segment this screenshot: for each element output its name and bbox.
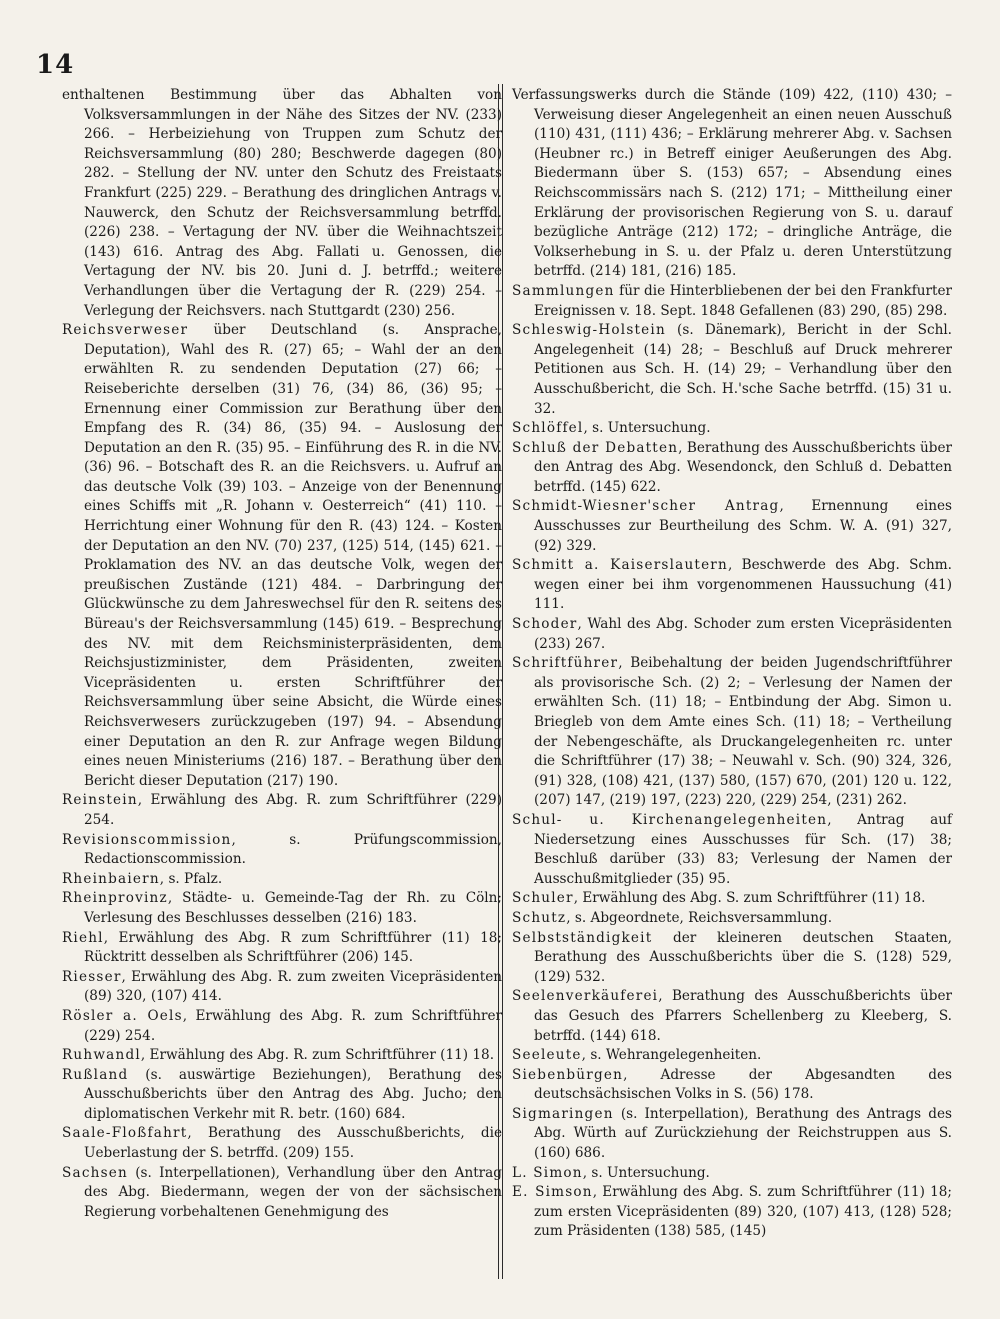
left-column [62,86,502,1222]
entry-headword: Schoder [512,616,578,633]
entry-headword: Reichsverweser [62,322,189,339]
entry-text: (s. Interpellationen), Verhandlung über den Antrag des Abg. Biedermann, wegen der von der sächsischen Regierung vorbehaltenen Genehmigung des [84,1164,502,1220]
entry-headword: Schriftführer [512,655,619,672]
entry-headword: Seeleute [512,1047,582,1064]
entry-text: (s. auswärtige Beziehungen), Berathung des Ausschußberichts über den Antrag des Abg. Jucho; den diplomatischen Verkehr mit R. betr. (160) 684. [84,1066,502,1122]
index-entry [512,909,952,929]
entry-headword: Schmitt a. Kaiserslautern [512,557,728,574]
index-entry [512,439,952,498]
entry-text: , Erwählung des Abg. R. zum Schriftführer (229) 254. [84,1007,502,1044]
entry-text: , Berathung des Ausschußberichts über das Gesuch des Pfarrers Schellenberg zu Kleeberg, S. betrffd. (144) 618. [534,988,952,1044]
entry-headword: Sigmaringen [512,1105,614,1122]
entry-text: , s. Untersuchung. [582,1164,710,1181]
index-entry [512,929,952,988]
entry-text: , Wahl des Abg. Schoder zum ersten Vicepräsidenten (233) 267. [534,616,952,652]
index-entry [62,870,502,890]
index-entry [512,889,952,909]
entry-headword: Sachsen [62,1164,128,1181]
entry-headword: Saale-Floßfahrt [62,1125,188,1142]
index-entry [512,1066,952,1105]
index-entry [512,282,952,321]
entry-text: (s. Interpellation), Berathung des Antrags des Abg. Würth auf Zurückziehung der Reichstruppen aus S. (160) 686. [534,1105,952,1162]
right-column [512,86,952,1242]
page-number: 14 [36,50,75,80]
entry-text: , s. Pfalz. [159,870,223,887]
entry-headword: Sammlungen [512,282,615,299]
entry-headword: Rösler a. Oels [62,1007,183,1024]
index-entry [512,1164,952,1184]
entry-text: , Adresse der Abgesandten des deutschsächsischen Volks in S. (56) 178. [534,1066,952,1103]
index-entry [512,321,952,419]
entry-text: , Erwählung des Abg. R zum Schriftführer (11) 18; Rücktritt desselben als Schriftführer (206) 145. [84,929,502,966]
entry-text: (s. Dänemark), Bericht in der Schl. Angelegenheit (14) 28; – Beschluß auf Druck mehrerer Petitionen aus Sch. H. (14) 29; – Verhandlung über den Ausschußbericht, die Sch. H.'sche Sache betrffd. (15) 31 u. 32. [534,322,952,417]
index-entry [512,1105,952,1164]
index-entry [62,1124,502,1163]
index-entry [512,419,952,439]
entry-headword: Schleswig-Holstein [512,322,666,339]
entry-headword: Schmidt-Wiesner'scher Antrag [512,498,780,515]
entry-headword: Reinstein [62,792,138,809]
index-entry [62,1066,502,1125]
index-entry [512,811,952,889]
index-entry [62,86,502,321]
index-entry [62,1007,502,1046]
entry-headword: Selbstständigkeit [512,929,653,946]
entry-headword: Schul- u. Kirchenangelegenheiten [512,811,828,828]
entry-text: enthaltenen Bestimmung über das Abhalten von Volksversammlungen in der Nähe des Sitzes der NV. (233) 266. – Herbeiziehung von Truppen zum Schutz der Reichsversammlung (80) 280; Beschwerde dagegen (80) 282. – Stellung der NV. unter den Schutz des Freistaats Frankfurt (225) 229. – Berathung des dringlichen Antrags v. Nauwerck, den Schutz der Reichsversammlung betrffd. (226) 238. – Vertagung der NV. über die Weihnachtszeit (143) 616. Antrag des Abg. Fallati u. Genossen, die Vertagung der NV. bis 20. Juni d. J. betrffd.; weitere Verhandlungen über die Vertagung der R. (229) 254. – Verlegung der Reichsvers. nach Stuttgardt (230) 256. [62,87,502,319]
entry-text: , Berathung des Ausschußberichts, die Ueberlastung der S. betrffd. (209) 155. [84,1125,502,1162]
entry-headword: Schuler [512,890,574,907]
entry-headword: Schlöffel [512,420,584,437]
index-entry [512,615,952,654]
entry-text: , Erwählung des Abg. R. zum zweiten Vicepräsidenten (89) 320, (107) 414. [84,968,502,1005]
entry-headword: Riesser [62,968,122,985]
entry-headword: Siebenbürgen [512,1066,624,1083]
index-entry [512,497,952,556]
entry-headword: Ruhwandl [62,1047,141,1064]
entry-headword: Riehl [62,929,104,946]
entry-text: , Erwählung des Abg. S. zum Schriftführer (11) 18; zum ersten Vicepräsidenten (89) 320, (107) 413, (128) 528; zum Präsidenten (138) 585, (145) [534,1184,952,1240]
entry-headword: Rheinprovinz [62,890,168,907]
index-entry [512,1183,952,1242]
index-entry [62,791,502,830]
index-entry [62,889,502,928]
entry-text: , s. Prüfungscommission, Redactionscommission. [84,831,502,868]
entry-text: , Erwählung des Abg. R. zum Schriftführer (11) 18. [140,1047,495,1064]
entry-text: , s. Wehrangelegenheiten. [581,1047,762,1064]
entry-text: , s. Abgeordnete, Reichsversammlung. [566,909,833,926]
entry-text: , Beibehaltung der beiden Jugendschriftführer als provisorische Sch. (2) 2; – Verlesung der Namen der erwählten Sch. (11) 18; – Entbindung der Abg. Simon u. Briegleb von dem Amte eines Sch. (11) 18; – Vertheilung der Nebengeschäfte, als Druckangelegenheiten rc. unter die Schriftführer (17) 38; – Neuwahl v. Sch. (90) 324, 326, (91) 328, (108) 421, (137) 580, (157) 670, (201) 120 u. 122, (207) 147, (219) 197, (223) 220, (229) 254, (231) 262. [534,655,952,809]
entry-headword: Rußland [62,1066,129,1083]
entry-text: , Beschwerde des Abg. Schm. wegen einer bei ihm vorgenommenen Haussuchung (41) 111. [534,557,952,613]
index-entry [62,968,502,1007]
index-entry [62,929,502,968]
index-entry [512,987,952,1046]
index-entry [62,1046,502,1066]
entry-text: , Erwählung des Abg. R. zum Schriftführer (229) 254. [84,792,502,828]
entry-text: für die Hinterbliebenen der bei den Frankfurter Ereignissen v. 18. Sept. 1848 Gefallenen (83) 290, (85) 298. [534,282,952,319]
entry-headword: Seelenverkäuferei [512,988,659,1005]
entry-text: , Antrag auf Niedersetzung eines Ausschusses für Sch. (17) 38; Beschluß darüber (33) 83; Verlesung der Namen der Ausschußmitglieder (35) 95. [534,811,952,887]
entry-headword: L. Simon [512,1164,583,1181]
entry-text: , Ernennung eines Ausschusses zur Beurtheilung des Schm. W. A. (91) 327, (92) 329. [534,498,952,554]
index-entry [512,86,952,282]
index-entry [62,321,502,791]
entry-text: , s. Untersuchung. [583,420,711,437]
column-divider [498,84,503,1279]
entry-headword: Schutz [512,909,567,926]
entry-text: Verfassungswerks durch die Stände (109) 422, (110) 430; – Verweisung dieser Angelegenheit an einen neuen Ausschuß (110) 431, (111) 436; – Erklärung mehrerer Abg. v. Sachsen (Heubner rc.) in Betreff einiger Aeußerungen des Abg. Biedermann über S. (153) 657; – Absendung eines Reichscommissärs nach S. (212) 171; – Mittheilung einer Erklärung der provisorischen Regierung von S. u. darauf bezügliche Anträge (212) 172; – dringliche Anträge, die Volkserhebung in S. u. der Pfalz u. deren Unterstützung betrffd. (214) 181, (216) 185. [512,87,952,280]
entry-headword: Schluß der Debatten [512,439,679,456]
index-entry [512,654,952,811]
entry-text: über Deutschland (s. Ansprache, Deputation), Wahl des R. (27) 65; – Wahl der an den erwählten R. zu sendenden Deputation (27) 66; – Reiseberichte derselben (31) 76, (34) 86, (36) 95; – Ernennung einer Commission zur Berathung über den Empfang des R. (34) 86, (35) 94. – Auslosung der Deputation an den R. (35) 95. – Einführung des R. in die NV. (36) 96. – Botschaft des R. an die Reichsvers. u. Aufruf an das deutsche Volk (39) 103. – Anzeige von der Benennung eines Schiffs mit „R. Johann v. Oesterreich“ (41) 110. – Herrichtung einer Wohnung für den R. (43) 124. – Kosten der Deputation an den NV. (70) 237, (125) 514, (145) 621. – Proklamation des NV. an das deutsche Volk, wegen der preußischen Zustände (121) 484. – Darbringung der Glückwünsche zu dem Jahreswechsel für den R. seitens des Büreau's der Reichsversammlung (145) 619. – Besprechung des NV. mit dem Reichsministerpräsidenten, dem Reichsjustizminister, dem Präsidenten, zweiten Vicepräsidenten u. ersten Schriftführer der Reichsversammlung über seine Absicht, die Würde eines Reichsverwesers zurückzugeben (197) 94. – Absendung einer Deputation an den R. zur Anfrage wegen Bildung eines neuen Ministeriums (216) 187. – Berathung über den Bericht dieser Deputation (217) 190. [84,322,502,789]
index-entry [512,556,952,615]
entry-headword: E. Simson [512,1184,593,1201]
index-entry [62,831,502,870]
entry-text: , Erwählung des Abg. S. zum Schriftführer (11) 18. [573,890,926,907]
entry-headword: Rheinbaiern [62,870,160,887]
index-entry [62,1164,502,1223]
entry-text: der kleineren deutschen Staaten, Berathung des Ausschußberichts über die S. (128) 529, (129) 532. [534,929,952,985]
entry-text: , Berathung des Ausschußberichts über den Antrag des Abg. Wesendonck, den Schluß d. Debatten betrffd. (145) 622. [534,439,952,495]
entry-headword: Revisionscommission [62,831,232,848]
entry-text: , Städte- u. Gemeinde-Tag der Rh. zu Cöln; Verlesung des Beschlusses desselben (216) 183. [84,890,502,926]
index-entry [512,1046,952,1066]
